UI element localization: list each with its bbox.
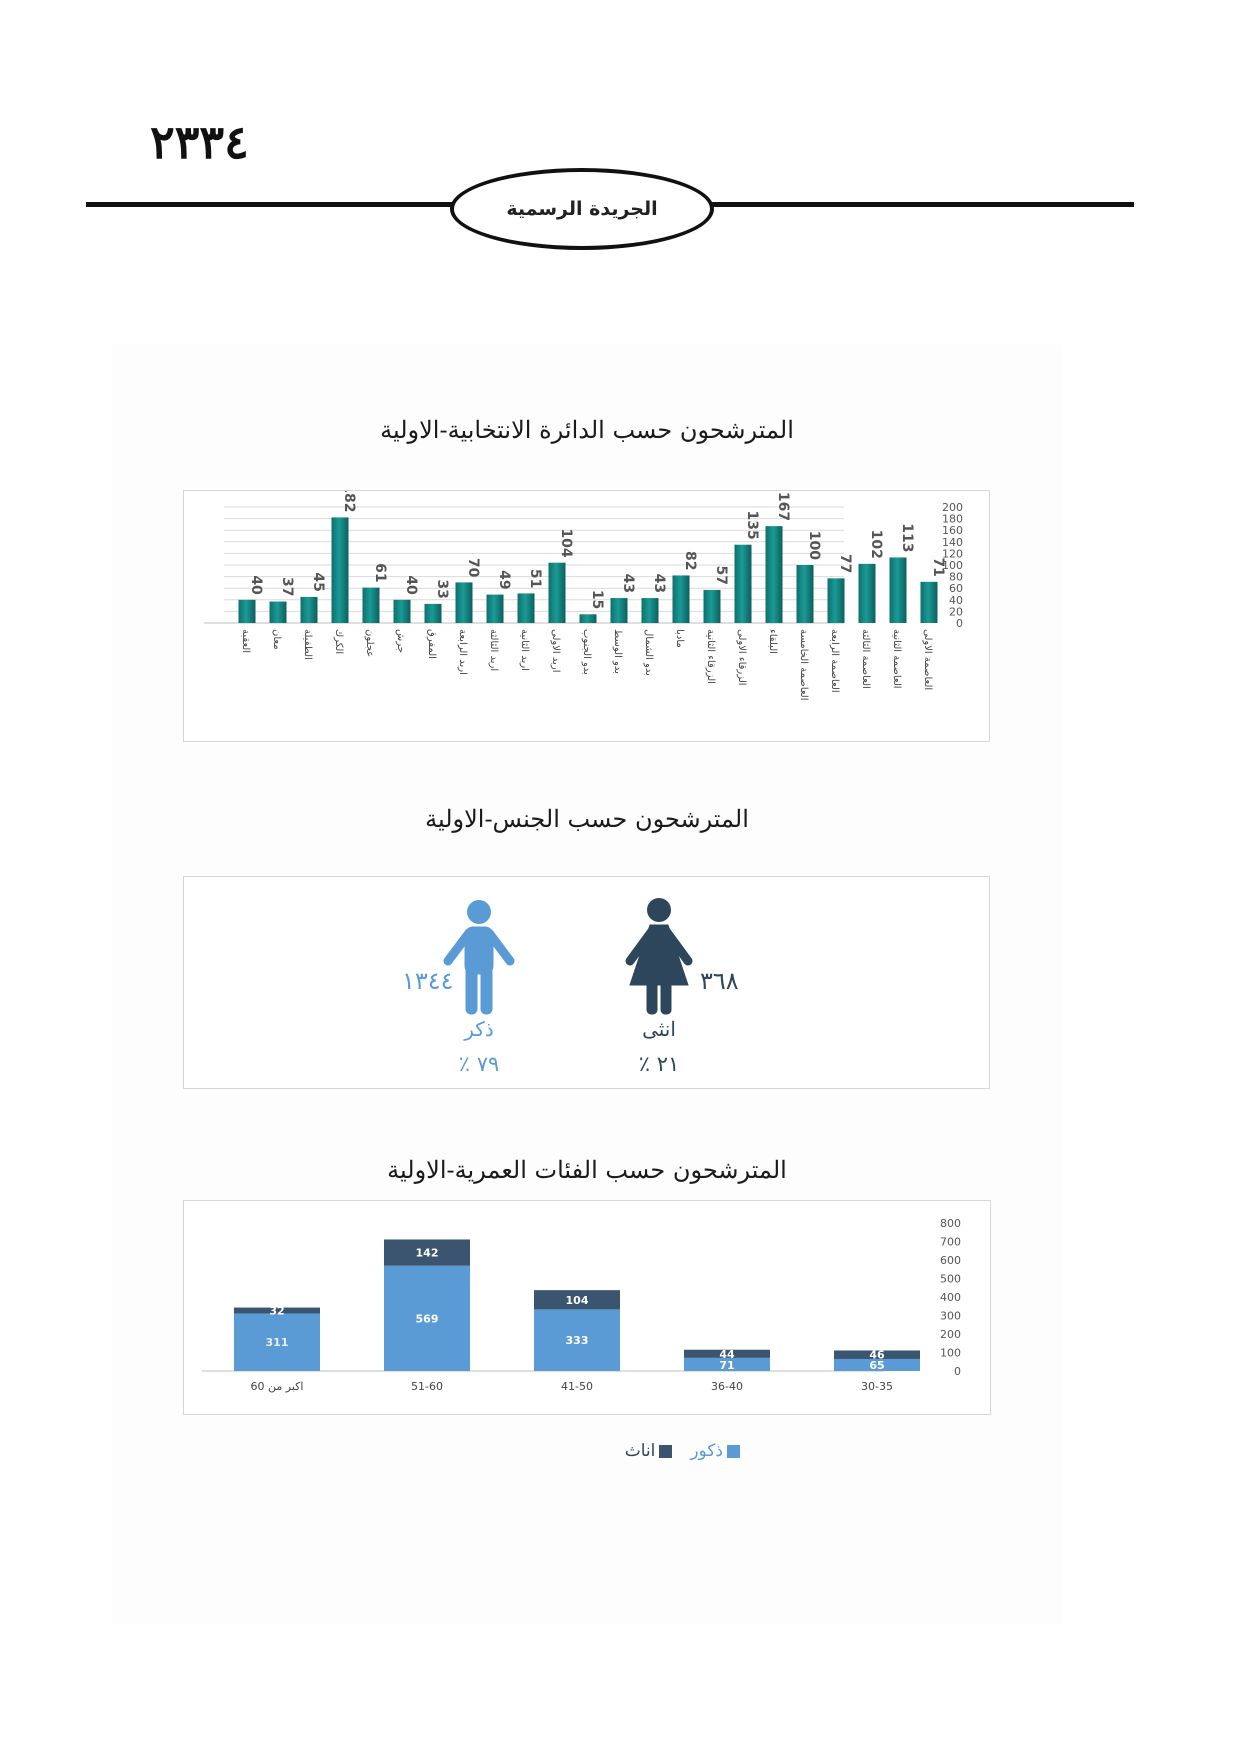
page-number: ٢٣٣٤ (150, 115, 249, 169)
x-tick-label: بدو الوسط (612, 629, 623, 674)
data-label: 43 (620, 573, 636, 594)
data-label: 51 (527, 568, 543, 589)
bar (332, 517, 349, 623)
bar (301, 597, 318, 623)
data-label: 71 (930, 557, 946, 577)
data-label: 104 (565, 1293, 589, 1307)
data-label: 104 (558, 528, 574, 558)
data-label: 32 (269, 1304, 285, 1318)
data-label: 100 (806, 530, 822, 560)
x-tick-label: العقبة (240, 629, 251, 654)
female-person-icon (630, 898, 688, 1014)
y-tick-label: 140 (942, 535, 963, 549)
y-tick-label: 0 (954, 1365, 961, 1378)
legend-label-female: اناث (624, 1441, 656, 1461)
x-tick-label: اربد الاولى (550, 629, 561, 673)
bar (239, 600, 256, 623)
data-label: 44 (719, 1347, 735, 1361)
bar (921, 582, 938, 623)
bar (363, 588, 380, 623)
x-tick-label: العاصمة الاولى (922, 629, 933, 691)
data-label: 15 (589, 589, 605, 610)
y-tick-label: 500 (940, 1272, 961, 1286)
bar (580, 614, 597, 623)
district-chart-svg (184, 491, 989, 741)
data-label: 43 (651, 573, 667, 594)
data-label: 40 (403, 575, 419, 595)
age-chart-legend (500, 1436, 740, 1466)
bar (642, 598, 659, 623)
bar (487, 595, 504, 623)
legend-label-male: ذكور (690, 1441, 723, 1461)
bar (518, 593, 535, 623)
x-tick-label: بدو الشمال (643, 629, 654, 676)
data-label: 70 (465, 557, 481, 578)
x-tick-label: اربد الرابعة (457, 629, 468, 675)
x-tick-label: 36-40 (711, 1380, 743, 1393)
data-label: 37 (279, 577, 295, 597)
x-tick-label: البلقاء (767, 629, 778, 654)
data-label: 113 (899, 523, 915, 553)
data-label: 167 (775, 491, 791, 522)
age-chart (183, 1200, 991, 1415)
y-tick-label: 200 (940, 1328, 961, 1341)
x-tick-label: العاصمة الثانية (891, 629, 902, 689)
y-tick-label: 180 (942, 512, 963, 526)
x-tick-label: 51-60 (411, 1380, 443, 1393)
female-count: ٣٦٨ (700, 967, 739, 995)
data-label: 33 (434, 579, 450, 599)
bar (425, 604, 442, 623)
gender-panel (183, 876, 990, 1089)
data-label: 311 (265, 1336, 289, 1350)
x-tick-label: معان (271, 629, 282, 650)
y-tick-label: 800 (940, 1217, 961, 1230)
age-chart-svg (184, 1201, 990, 1414)
data-label: 46 (869, 1348, 885, 1362)
bar (735, 545, 752, 623)
data-label: 102 (868, 529, 884, 559)
y-tick-label: 60 (949, 582, 963, 596)
bar (890, 557, 907, 623)
x-tick-label: العاصمة الثالثة (860, 629, 871, 689)
district-chart-title: المترشحون حسب الدائرة الانتخابية-الاولية (380, 416, 794, 444)
y-tick-label: 80 (949, 570, 963, 584)
female-percent: ٢١ ٪ (638, 1052, 680, 1076)
male-label: ذكر (464, 1017, 494, 1041)
legend-swatch-female (659, 1445, 672, 1458)
x-tick-label: جرش (395, 629, 406, 653)
x-tick-label: 41-50 (561, 1380, 593, 1393)
x-tick-label: العاصمة الخامسة (798, 629, 809, 701)
data-label: 333 (565, 1334, 589, 1348)
legend-item-male (690, 1441, 740, 1461)
data-label: 182 (341, 491, 357, 513)
data-label: 135 (744, 510, 760, 540)
legend-swatch-male (727, 1445, 740, 1458)
x-tick-label: بدو الجنوب (581, 629, 592, 675)
x-tick-label: العاصمة الرابعة (829, 629, 840, 693)
x-tick-label: 30-35 (861, 1380, 893, 1393)
x-tick-label: مادبا (674, 629, 685, 648)
gender-icons-svg (184, 877, 989, 1088)
data-label: 57 (713, 565, 729, 585)
x-tick-label: اكبر من 60 (250, 1380, 304, 1393)
bar (456, 582, 473, 623)
header-rule-left (86, 202, 464, 207)
y-tick-label: 300 (940, 1309, 961, 1323)
y-tick-label: 0 (956, 617, 963, 630)
y-tick-label: 200 (942, 501, 963, 514)
header-oval (450, 168, 714, 250)
y-tick-label: 100 (940, 1346, 961, 1360)
data-label: 77 (837, 553, 853, 574)
bar (549, 563, 566, 623)
data-label: 61 (372, 563, 388, 583)
x-tick-label: الزرقاء الاولى (736, 629, 747, 686)
male-percent: ٧٩ ٪ (458, 1052, 500, 1076)
y-tick-label: 20 (949, 605, 963, 619)
legend-item-female (625, 1441, 673, 1461)
male-count: ١٣٤٤ (402, 967, 454, 995)
data-label: 71 (719, 1359, 735, 1372)
gender-chart-title: المترشحون حسب الجنس-الاولية (425, 805, 749, 833)
male-person-icon (448, 900, 510, 1014)
bar (270, 602, 287, 623)
bar (704, 590, 721, 623)
bar (394, 600, 411, 623)
y-tick-label: 40 (949, 593, 963, 607)
x-tick-label: الطفيلة (302, 629, 313, 660)
data-label: 142 (415, 1246, 439, 1260)
y-tick-label: 400 (940, 1291, 961, 1304)
x-tick-label: المفرق (426, 629, 437, 659)
header-rule-right (700, 202, 1134, 207)
bar (828, 578, 845, 623)
data-label: 65 (869, 1359, 885, 1372)
data-label: 82 (682, 550, 698, 571)
data-label: 45 (310, 572, 326, 592)
y-tick-label: 700 (940, 1235, 961, 1249)
x-tick-label: الزرقاء الثانية (705, 629, 716, 684)
x-tick-label: اربد الثانية (519, 629, 530, 671)
bar (673, 575, 690, 623)
y-tick-label: 600 (940, 1254, 961, 1267)
x-tick-label: عجلون (364, 629, 375, 658)
bar (766, 526, 783, 623)
x-tick-label: الكرك (333, 629, 344, 655)
x-tick-label: اربد الثالثة (488, 629, 499, 672)
y-tick-label: 100 (942, 559, 963, 572)
female-label: انثى (642, 1017, 676, 1041)
bar (859, 564, 876, 623)
data-label: 49 (496, 570, 512, 590)
bar (611, 598, 628, 623)
gazette-title: الجريدة الرسمية (506, 198, 658, 220)
data-label: 40 (248, 575, 264, 595)
age-chart-title: المترشحون حسب الفئات العمرية-الاولية (387, 1156, 787, 1184)
y-tick-label: 120 (942, 547, 963, 561)
bar (797, 565, 814, 623)
district-chart (183, 490, 990, 742)
data-label: 569 (415, 1312, 439, 1326)
y-tick-label: 160 (942, 524, 963, 538)
